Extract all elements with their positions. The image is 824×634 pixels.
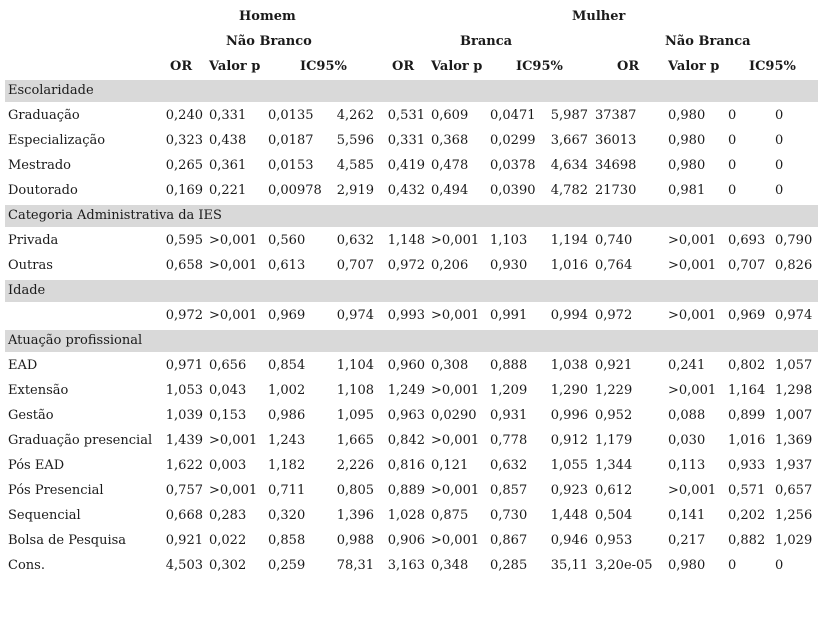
- table-cell: 0,974: [775, 308, 813, 323]
- table-cell: 0,0471: [490, 108, 536, 123]
- table-cell: 0,972: [165, 308, 203, 323]
- table-cell: 0,923: [550, 483, 588, 498]
- table-cell: 0,971: [165, 358, 203, 373]
- header-mulher: Mulher: [572, 9, 626, 24]
- table-cell: 0,259: [268, 558, 306, 573]
- table-cell: 0,757: [165, 483, 203, 498]
- table-cell: 1,256: [775, 508, 813, 523]
- table-cell: 0,438: [209, 133, 247, 148]
- table-cell: >0,001: [431, 533, 480, 548]
- table-cell: 0,711: [268, 483, 306, 498]
- table-cell: 0,933: [728, 458, 766, 473]
- col-ic95-2: IC95%: [516, 59, 563, 74]
- header-branca-mulher: Branca: [460, 34, 513, 49]
- table-cell: 0: [775, 183, 784, 198]
- table-cell: >0,001: [668, 483, 717, 498]
- table-row: [0, 380, 824, 402]
- table-cell: 0,730: [490, 508, 528, 523]
- table-cell: 0: [728, 108, 737, 123]
- table-row: [0, 105, 824, 127]
- row-label: EAD: [8, 358, 38, 373]
- table-cell: 0,022: [209, 533, 247, 548]
- table-cell: 0,805: [336, 483, 374, 498]
- table-cell: 1,179: [595, 433, 633, 448]
- table-row: [0, 505, 824, 527]
- table-cell: 0,930: [490, 258, 528, 273]
- table-cell: 1,396: [336, 508, 374, 523]
- table-cell: 78,31: [336, 558, 374, 573]
- table-cell: 0,494: [431, 183, 469, 198]
- section-title: Categoria Administrativa da IES: [8, 208, 222, 223]
- table-cell: 1,665: [336, 433, 374, 448]
- table-row: [0, 430, 824, 452]
- col-or-3: OR: [617, 59, 640, 74]
- table-cell: 1,182: [268, 458, 306, 473]
- section-header: [5, 205, 818, 227]
- table-cell: 37387: [595, 108, 637, 123]
- table-cell: 0,323: [165, 133, 203, 148]
- table-cell: 0,931: [490, 408, 528, 423]
- table-cell: 1,164: [728, 383, 766, 398]
- table-cell: 0,308: [431, 358, 469, 373]
- table-cell: 0,0390: [490, 183, 536, 198]
- section-header: [5, 330, 818, 352]
- table-cell: 0,241: [668, 358, 706, 373]
- row-label: Bolsa de Pesquisa: [8, 533, 127, 548]
- table-cell: 1,448: [550, 508, 588, 523]
- table-cell: 0,113: [668, 458, 706, 473]
- table-cell: 0,899: [728, 408, 766, 423]
- table-cell: 1,016: [728, 433, 766, 448]
- table-cell: 0,994: [550, 308, 588, 323]
- table-cell: >0,001: [431, 433, 480, 448]
- row-label: Sequencial: [8, 508, 81, 523]
- table-cell: 0,419: [387, 158, 425, 173]
- table-cell: 0,882: [728, 533, 766, 548]
- table-cell: 4,503: [165, 558, 203, 573]
- table-cell: 0,478: [431, 158, 469, 173]
- col-valor-p-1: Valor p: [209, 59, 261, 74]
- table-cell: >0,001: [209, 233, 258, 248]
- table-cell: 0,693: [728, 233, 766, 248]
- table-cell: 3,667: [550, 133, 588, 148]
- table-cell: 0,996: [550, 408, 588, 423]
- table-cell: 0: [775, 558, 784, 573]
- table-cell: 1,104: [336, 358, 374, 373]
- table-cell: 0,854: [268, 358, 306, 373]
- table-cell: 4,782: [550, 183, 588, 198]
- table-row: [0, 155, 824, 177]
- table-cell: 2,919: [336, 183, 374, 198]
- table-cell: 36013: [595, 133, 637, 148]
- table-cell: 0,632: [490, 458, 528, 473]
- table-cell: 1,194: [550, 233, 588, 248]
- table-cell: 1,243: [268, 433, 306, 448]
- table-cell: 0,283: [209, 508, 247, 523]
- table-cell: 1,108: [336, 383, 374, 398]
- row-label: Privada: [8, 233, 59, 248]
- table-cell: 0,088: [668, 408, 706, 423]
- table-cell: 0,657: [775, 483, 813, 498]
- table-cell: 0,348: [431, 558, 469, 573]
- table-cell: 0,921: [595, 358, 633, 373]
- table-cell: 1,209: [490, 383, 528, 398]
- table-cell: 0,240: [165, 108, 203, 123]
- table-cell: >0,001: [668, 233, 717, 248]
- col-ic95-1: IC95%: [300, 59, 347, 74]
- table-cell: 1,055: [550, 458, 588, 473]
- table-row: [0, 180, 824, 202]
- table-cell: 0,504: [595, 508, 633, 523]
- table-cell: 0,613: [268, 258, 306, 273]
- table-cell: 0,121: [431, 458, 469, 473]
- table-cell: 0: [728, 133, 737, 148]
- table-cell: 0,169: [165, 183, 203, 198]
- table-cell: 1,095: [336, 408, 374, 423]
- table-row: [0, 355, 824, 377]
- section-header: [5, 80, 818, 102]
- table-cell: 0,0299: [490, 133, 536, 148]
- table-cell: 0,331: [387, 133, 425, 148]
- row-label: Pós Presencial: [8, 483, 104, 498]
- col-or-2: OR: [392, 59, 415, 74]
- table-cell: 0,658: [165, 258, 203, 273]
- table-cell: 1,007: [775, 408, 813, 423]
- col-or-1: OR: [170, 59, 193, 74]
- table-cell: 0: [728, 158, 737, 173]
- table-cell: 5,987: [550, 108, 588, 123]
- table-cell: 0,867: [490, 533, 528, 548]
- table-cell: 0,331: [209, 108, 247, 123]
- table-cell: 0,141: [668, 508, 706, 523]
- table-cell: 0,302: [209, 558, 247, 573]
- table-cell: 0,560: [268, 233, 306, 248]
- table-cell: 1,038: [550, 358, 588, 373]
- table-cell: 0,993: [387, 308, 425, 323]
- table-cell: 0,368: [431, 133, 469, 148]
- table-cell: 0,946: [550, 533, 588, 548]
- table-cell: 1,028: [387, 508, 425, 523]
- table-cell: 1,622: [165, 458, 203, 473]
- table-cell: 1,057: [775, 358, 813, 373]
- table-cell: 0,656: [209, 358, 247, 373]
- table-cell: >0,001: [431, 483, 480, 498]
- section-title: Atuação profissional: [8, 333, 143, 348]
- table-cell: 0,740: [595, 233, 633, 248]
- table-row: [0, 555, 824, 577]
- table-cell: 0,668: [165, 508, 203, 523]
- table-cell: 34698: [595, 158, 637, 173]
- table-cell: 0,960: [387, 358, 425, 373]
- row-label: Graduação presencial: [8, 433, 153, 448]
- table-cell: 21730: [595, 183, 637, 198]
- table-cell: 0,153: [209, 408, 247, 423]
- table-cell: 0,875: [431, 508, 469, 523]
- table-row: [0, 305, 824, 327]
- table-cell: 0,265: [165, 158, 203, 173]
- table-cell: 0,921: [165, 533, 203, 548]
- row-label: Cons.: [8, 558, 45, 573]
- table-cell: >0,001: [431, 383, 480, 398]
- col-ic95-3: IC95%: [749, 59, 796, 74]
- table-cell: 0,816: [387, 458, 425, 473]
- table-cell: 1,298: [775, 383, 813, 398]
- table-row: [0, 230, 824, 252]
- table-cell: 0,980: [668, 558, 706, 573]
- table-row: [0, 455, 824, 477]
- table-cell: 0,612: [595, 483, 633, 498]
- table-cell: 1,344: [595, 458, 633, 473]
- row-label: Graduação: [8, 108, 80, 123]
- table-cell: 0,981: [668, 183, 706, 198]
- table-cell: 2,226: [336, 458, 374, 473]
- table-cell: 1,029: [775, 533, 813, 548]
- section-header: [5, 280, 818, 302]
- table-cell: 0,986: [268, 408, 306, 423]
- table-cell: 0: [728, 183, 737, 198]
- table-row: [0, 480, 824, 502]
- table-cell: 0,858: [268, 533, 306, 548]
- section-title: Escolaridade: [8, 83, 94, 98]
- section-title: Idade: [8, 283, 46, 298]
- table-cell: 0,802: [728, 358, 766, 373]
- table-cell: 0,707: [728, 258, 766, 273]
- table-cell: >0,001: [668, 383, 717, 398]
- col-valor-p-2: Valor p: [431, 59, 483, 74]
- table-cell: 0,609: [431, 108, 469, 123]
- table-cell: 4,634: [550, 158, 588, 173]
- table-cell: 0,531: [387, 108, 425, 123]
- table-cell: 0: [775, 133, 784, 148]
- table-cell: 4,262: [336, 108, 374, 123]
- table-row: [0, 130, 824, 152]
- table-cell: 0,972: [387, 258, 425, 273]
- table-cell: 35,11: [550, 558, 588, 573]
- table-cell: 0: [775, 158, 784, 173]
- table-cell: 0,988: [336, 533, 374, 548]
- table-cell: 0,778: [490, 433, 528, 448]
- table-cell: 0,043: [209, 383, 247, 398]
- table-cell: >0,001: [209, 258, 258, 273]
- table-row: [0, 255, 824, 277]
- table-cell: 0,790: [775, 233, 813, 248]
- row-label: Outras: [8, 258, 53, 273]
- table-cell: 0,974: [336, 308, 374, 323]
- table-cell: 0,906: [387, 533, 425, 548]
- row-label: Especialização: [8, 133, 106, 148]
- table-cell: 0,595: [165, 233, 203, 248]
- table-cell: 0,963: [387, 408, 425, 423]
- row-label: Pós EAD: [8, 458, 65, 473]
- table-cell: 0,285: [490, 558, 528, 573]
- table-cell: 0,0378: [490, 158, 536, 173]
- table-cell: 1,002: [268, 383, 306, 398]
- table-cell: >0,001: [668, 308, 717, 323]
- table-cell: 0,889: [387, 483, 425, 498]
- table-cell: 1,439: [165, 433, 203, 448]
- table-row: [0, 530, 824, 552]
- table-cell: 0,952: [595, 408, 633, 423]
- table-cell: 0,206: [431, 258, 469, 273]
- table-cell: 0,571: [728, 483, 766, 498]
- table-cell: 0,764: [595, 258, 633, 273]
- table-cell: 0,00978: [268, 183, 322, 198]
- row-label: Gestão: [8, 408, 54, 423]
- table-cell: 1,369: [775, 433, 813, 448]
- table-cell: >0,001: [209, 433, 258, 448]
- table-cell: >0,001: [431, 308, 480, 323]
- table-cell: 0,826: [775, 258, 813, 273]
- table-cell: 3,163: [387, 558, 425, 573]
- table-cell: 0,842: [387, 433, 425, 448]
- table-cell: 0,707: [336, 258, 374, 273]
- table-cell: 0,991: [490, 308, 528, 323]
- table-cell: 1,103: [490, 233, 528, 248]
- table-cell: 0,969: [728, 308, 766, 323]
- header-nao-branco-homem: Não Branco: [226, 34, 312, 49]
- table-cell: 0,953: [595, 533, 633, 548]
- table-cell: 1,937: [775, 458, 813, 473]
- table-cell: 0,0153: [268, 158, 314, 173]
- table-cell: 0,202: [728, 508, 766, 523]
- table-cell: 4,585: [336, 158, 374, 173]
- row-label: Doutorado: [8, 183, 78, 198]
- table-cell: 0,0187: [268, 133, 314, 148]
- table-cell: 0,432: [387, 183, 425, 198]
- header-homem: Homem: [239, 9, 296, 24]
- table-cell: 1,053: [165, 383, 203, 398]
- table-cell: 0,980: [668, 133, 706, 148]
- table-cell: 0,030: [668, 433, 706, 448]
- table-cell: 1,249: [387, 383, 425, 398]
- table-cell: 0,0135: [268, 108, 314, 123]
- table-cell: 0: [775, 108, 784, 123]
- table-cell: 0,980: [668, 158, 706, 173]
- table-cell: 0,320: [268, 508, 306, 523]
- table-cell: 0,361: [209, 158, 247, 173]
- table-cell: 0,857: [490, 483, 528, 498]
- table-cell: 0,912: [550, 433, 588, 448]
- table-cell: 1,229: [595, 383, 633, 398]
- table-cell: 0: [728, 558, 737, 573]
- row-label: Mestrado: [8, 158, 72, 173]
- table-cell: 1,290: [550, 383, 588, 398]
- table-cell: >0,001: [668, 258, 717, 273]
- table-cell: 1,148: [387, 233, 425, 248]
- header-nao-branca-mulher: Não Branca: [665, 34, 751, 49]
- table-cell: 0,980: [668, 108, 706, 123]
- table-cell: 0,0290: [431, 408, 477, 423]
- table-cell: 0,969: [268, 308, 306, 323]
- table-cell: 1,039: [165, 408, 203, 423]
- table-cell: >0,001: [209, 483, 258, 498]
- table-cell: 0,221: [209, 183, 247, 198]
- table-cell: 1,016: [550, 258, 588, 273]
- table-cell: 0,888: [490, 358, 528, 373]
- table-cell: 0,972: [595, 308, 633, 323]
- table-row: [0, 405, 824, 427]
- table-cell: >0,001: [209, 308, 258, 323]
- table-cell: 0,632: [336, 233, 374, 248]
- table-cell: 5,596: [336, 133, 374, 148]
- table-cell: 0,003: [209, 458, 247, 473]
- table-cell: 3,20e-05: [595, 558, 653, 573]
- col-valor-p-3: Valor p: [668, 59, 720, 74]
- row-label: Extensão: [8, 383, 69, 398]
- table-cell: 0,217: [668, 533, 706, 548]
- table-cell: >0,001: [431, 233, 480, 248]
